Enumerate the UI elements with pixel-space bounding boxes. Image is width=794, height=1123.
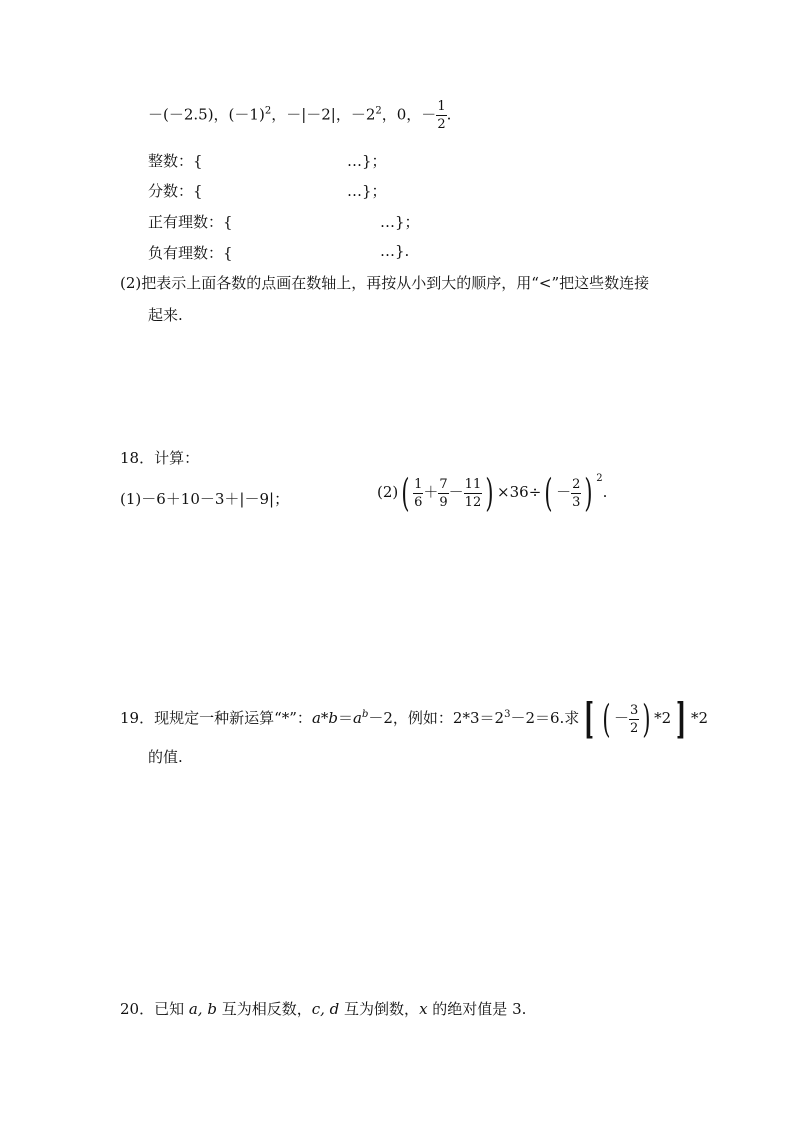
fraction-numerator: 3 (630, 702, 639, 718)
q20-text: 互为倒数， (339, 1000, 420, 1018)
star-op: *2 (654, 709, 672, 727)
exponent: b (361, 709, 369, 720)
fraction-denominator: 2 (437, 117, 446, 132)
exponent: 2 (264, 105, 272, 117)
fraction-11-12 (464, 478, 483, 509)
set-fractions-end (347, 180, 387, 201)
fraction-denominator: 3 (572, 494, 581, 510)
fraction-numerator: 7 (439, 476, 448, 492)
equals-sign: ＝ (338, 709, 354, 727)
q19-line2 (148, 746, 183, 767)
exponent: 2 (596, 473, 603, 484)
q19-text: 19．现规定一种新运算“*”： (120, 709, 312, 727)
set-integers (148, 150, 203, 171)
q19-text: 的值. (148, 748, 183, 766)
vars-cd: c, d (311, 1000, 340, 1018)
q20-text: 互为相反数， (216, 1000, 312, 1018)
var-a: a (353, 709, 362, 727)
fraction-2-3 (571, 478, 581, 509)
star-op: * (320, 709, 329, 727)
set-end: …}. (380, 242, 410, 260)
numbers-part3: ，0，－ (381, 105, 437, 124)
right-paren: ) (485, 471, 494, 515)
fraction-numerator: 1 (414, 476, 423, 492)
q18-part1-expr: (1)－6＋10－3＋|－9|； (120, 490, 290, 508)
right-paren: ) (642, 697, 651, 741)
numbers-end: . (446, 105, 452, 124)
numbers-part2: ，－|－2|，－2 (271, 105, 376, 124)
minus-sign: － (614, 709, 630, 727)
q19-line1 (120, 694, 709, 743)
q20-line (120, 998, 526, 1019)
set-label: 分数：{ (148, 182, 203, 200)
set-positive-rationals (148, 211, 233, 232)
q18-title (120, 447, 199, 468)
q17-part2-line2 (148, 304, 183, 325)
set-label: 正有理数：{ (148, 213, 233, 231)
left-paren: ( (401, 471, 410, 515)
left-bracket: [ (584, 694, 595, 743)
q17-part2-line1 (120, 272, 649, 293)
q17-part2-text: (2)把表示上面各数的点画在数轴上，再按从小到大的顺序，用“<”把这些数连接 (120, 274, 650, 292)
set-end: …}； (347, 152, 387, 170)
expr-end: . (602, 483, 608, 501)
minus-sign: － (448, 483, 464, 501)
numbers-line (148, 100, 451, 131)
set-positive-end (380, 211, 420, 232)
set-negative-rationals (148, 242, 233, 263)
fraction-7-9 (438, 478, 448, 509)
q18-part2 (377, 471, 608, 515)
fraction-1-6 (413, 478, 423, 509)
q18-part2-prefix: (2) (377, 483, 399, 501)
fraction-3-2 (629, 704, 639, 735)
times-divide: ×36÷ (497, 483, 542, 501)
question-title: 18．计算： (120, 449, 200, 467)
fraction-numerator: 11 (464, 476, 482, 492)
fraction-denominator: 6 (414, 494, 423, 510)
exponent: 2 (375, 105, 382, 117)
right-bracket: ] (676, 694, 687, 743)
left-paren: ( (544, 471, 553, 515)
exponent: 3 (504, 709, 511, 720)
fraction-denominator: 9 (439, 494, 448, 510)
set-fractions (148, 180, 203, 201)
fraction-numerator: 1 (437, 99, 446, 114)
numbers-part1: －(－2.5)，(－1) (148, 105, 265, 124)
star-op: *2 (691, 709, 709, 727)
fraction-denominator: 12 (464, 494, 482, 510)
set-integers-end (347, 150, 387, 171)
set-label: 整数：{ (148, 152, 203, 170)
var-x: x (419, 1000, 428, 1018)
fraction-numerator: 2 (572, 476, 581, 492)
vars-ab: a, b (188, 1000, 217, 1018)
q19-text: －2＝6.求 (510, 709, 580, 727)
q19-text: －2，例如：2*3＝2 (368, 709, 505, 727)
fraction-denominator: 2 (630, 720, 639, 736)
var-b: b (328, 709, 338, 727)
set-label: 负有理数：{ (148, 244, 233, 262)
plus-sign: ＋ (423, 483, 439, 501)
set-end: …}； (347, 182, 387, 200)
set-end: …}； (380, 213, 420, 231)
q20-text: 的绝对值是 3. (427, 1000, 527, 1018)
minus-sign: － (556, 483, 572, 501)
fraction-one-half (436, 100, 446, 131)
left-paren: ( (602, 697, 611, 741)
right-paren: ) (584, 471, 593, 515)
q18-part1 (120, 488, 289, 509)
var-a: a (311, 709, 321, 727)
set-negative-end (380, 242, 409, 260)
q17-part2-text: 起来. (148, 306, 183, 324)
q20-text: 20．已知 (120, 1000, 189, 1018)
